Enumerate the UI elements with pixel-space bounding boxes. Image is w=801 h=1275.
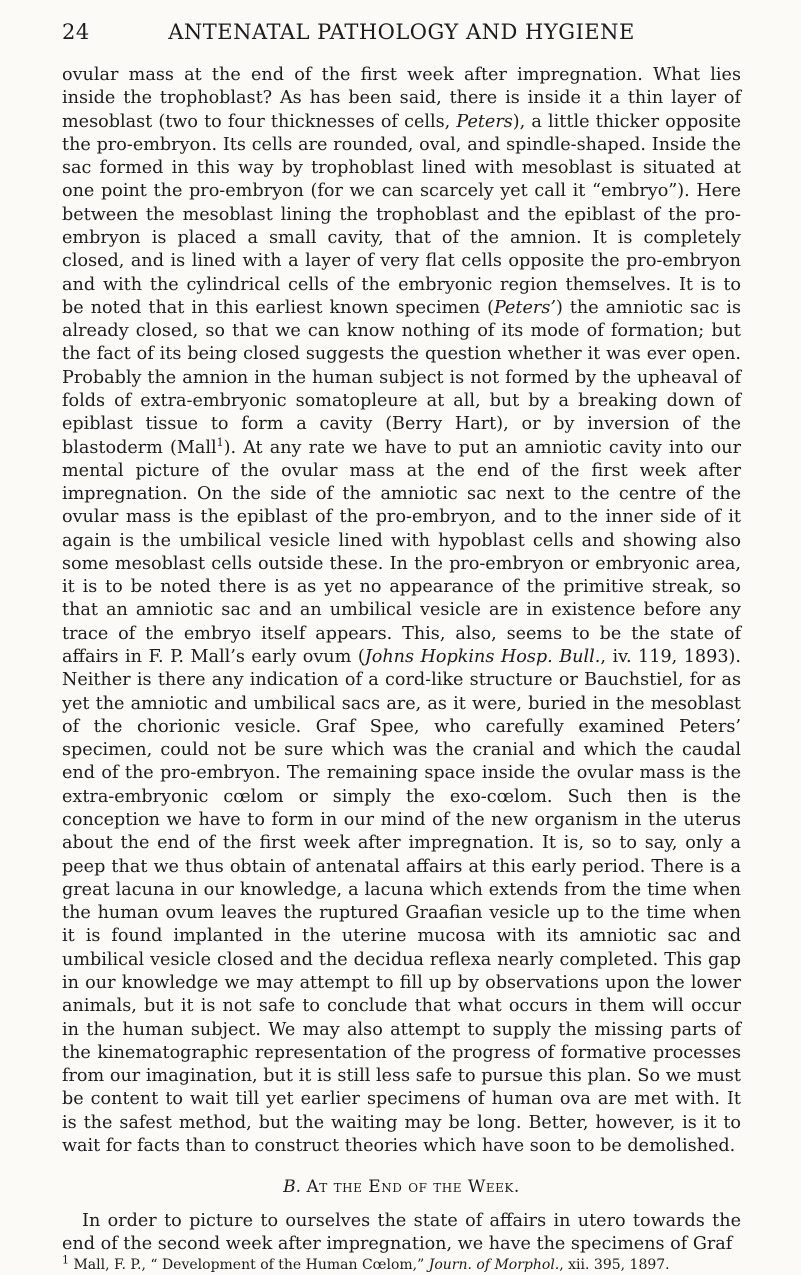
paragraph-1-part: , iv. 119, 1893). Neither is there any indication of a cord-like structure or Bauchstiel, for as yet the amniotic and umbilical sacs are, as it were, buried in the mesoblast of the chorionic vesicle. Graf Spee, who carefully examined Peters’ specimen, could not be sure which was the cranial and which the caudal end of the pro-embryon. The remaining space inside the ovular mass is the extra-embryonic cœlom or simply the exo-cœlom. Such then is the conception we have to form in our mind of the new organism in the uterus about the end of the first week after impregnation. It is, so to say, only a peep that we thus obtain of antenatal affairs at this early period. There is a great lacuna in our knowledge, a lacuna which extends from the time when the human ovum leaves the ruptured Graafian vesicle up to the time when it is found implanted in the uterine mucosa with its amniotic sac and umbilical vesicle closed and the decidua reflexa nearly completed. This gap in our knowledge we may attempt to fill up by observations upon the lower animals, but it is not safe to conclude that what occurs in them will occur in the human subject. We may also attempt to supply the missing parts of the kinematographic representation of the progress of formative processes from our imagination, but it is still less safe to pursue this plan. So we must be content to wait till yet earlier specimens of human ova are met with. It is the safest method, but the waiting may be long. Better, however, is it to wait for facts than to construct theories which have soon to be demolished. <box>62 647 741 1156</box>
paragraph-1-part: ), a little thicker opposite the pro-embryon. Its cells are rounded, oval, and spindle-shaped. Inside the sac formed in this way by trophoblast lined with mesoblast is situated at one point the pro-embryon (for we can scarcely yet call it “embryo”). Here between the mesoblast lining the trophoblast and the epiblast of the pro-embryon is placed a small cavity, that of the amnion. It is completely closed, and is lined with a layer of very flat cells opposite the pro-embryon and with the cylindrical cells of the embryonic region themselves. It is to be noted that in this earliest known specimen ( <box>62 111 742 318</box>
paragraph-1-part: ovular mass at the end of the first week after impregnation. What lies inside the trophoblast? As has been said, there is inside it a thin layer of mesoblast (two to four thicknesses of cells, <box>62 65 741 132</box>
footnote-marker: 1 <box>216 435 224 449</box>
section-letter: B. <box>283 1177 302 1198</box>
page-number: 24 <box>62 20 90 44</box>
page-header <box>62 18 741 48</box>
footnote-number: 1 <box>62 1253 69 1267</box>
citation-peters: Peters <box>456 111 513 132</box>
section-title: At the End of the Week. <box>306 1177 520 1198</box>
footnote-journal: Journ. of Morphol. <box>428 1257 560 1274</box>
footnote-tail: , xii. 395, 1897. <box>559 1257 670 1274</box>
section-heading <box>62 1176 741 1199</box>
footnote <box>62 1253 741 1274</box>
footnote-text: Mall, F. P., “ Development of the Human Cœlom,” <box>69 1257 429 1274</box>
running-title: ANTENATAL PATHOLOGY AND HYGIENE <box>168 20 635 44</box>
citation-peters: Peters’ <box>493 297 556 318</box>
body-text <box>62 64 741 1274</box>
citation-journal: Johns Hopkins Hosp. Bull. <box>364 647 601 668</box>
paragraph-1-part: ) the amniotic sac is already closed, so that we can know nothing of its mode of formation; but the fact of its being closed suggests the question whether it was ever open. Probably the amnion in the human subject is not formed by the upheaval of folds of extra-embryonic somatopleure at all, but by a breaking down of epiblast tissue to form a cavity (Berry Hart), or by inversion of the blastoderm (Mall <box>62 297 741 458</box>
paragraph-2: In order to picture to ourselves the state of affairs in utero towards the end of the second week after impregnation, we have the specimens of Graf <box>62 1210 741 1254</box>
paragraph-1 <box>62 64 741 1158</box>
paragraph-1-part: ). At any rate we have to put an amniotic cavity into our mental picture of the ovular mass at the end of the first week after impregnation. On the side of the amniotic sac next to the centre of the ovular mass is the epiblast of the pro-embryon, and to the inner side of it again is the umbilical vesicle lined with hypoblast cells and showing also some mesoblast cells outside these. In the pro-embryon or embryonic area, it is to be noted there is as yet no appearance of the primitive streak, so that an amniotic sac and an umbilical vesicle are in existence before any trace of the embryo itself appears. This, also, seems to be the state of affairs in F. P. Mall’s early ovum ( <box>62 437 741 668</box>
